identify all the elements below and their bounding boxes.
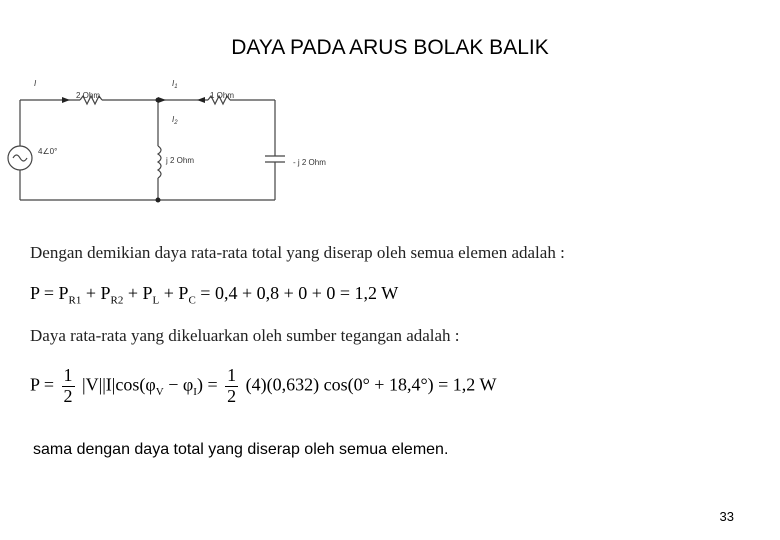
current-arrow-main (62, 97, 70, 103)
closing-text: sama dengan daya total yang diserap oleh semua elemen. (33, 441, 449, 458)
resistor-1-label: 2 Ohm (76, 91, 101, 100)
capacitor-label: - j 2 Ohm (293, 158, 326, 167)
source-label: 4∠0° (38, 147, 58, 156)
current-i1-label: $I_1$ (172, 79, 178, 90)
node-bottom (156, 198, 161, 203)
equation-1: $P = P_{R1} + P_{R2} + P_L + P_C = 0,4 + 0,8 + 0 + 0 = 1,2$ W (30, 283, 399, 307)
page-number: 33 (719, 509, 734, 524)
text-line-1: Dengan demikian daya rata-rata total yang diserap oleh semua elemen adalah : (30, 243, 565, 262)
equation-2: P = $\frac{1}{2}$ $|V||I|\cos(\varphi_V - \varphi_I)$ = $\frac{1}{2}$ (4)(0,632) cos(0° + 18,4°) = 1,2 W (30, 365, 497, 406)
text-line-2: Daya rata-rata yang dikeluarkan oleh sumber tegangan adalah : (30, 326, 460, 345)
inductor-label: j 2 Ohm (166, 156, 195, 165)
inductor-coil (158, 146, 161, 178)
current-arrow-branch (158, 97, 166, 103)
current-arrow-right (197, 97, 205, 103)
ac-symbol (13, 155, 27, 161)
circuit-diagram (0, 70, 360, 210)
slide-title: DAYA PADA ARUS BOLAK BALIK (231, 36, 549, 59)
current-i-label: I (34, 79, 37, 88)
resistor-2-label: 1 Ohm (210, 91, 235, 100)
current-i2-label: $I_2$ (172, 115, 178, 126)
